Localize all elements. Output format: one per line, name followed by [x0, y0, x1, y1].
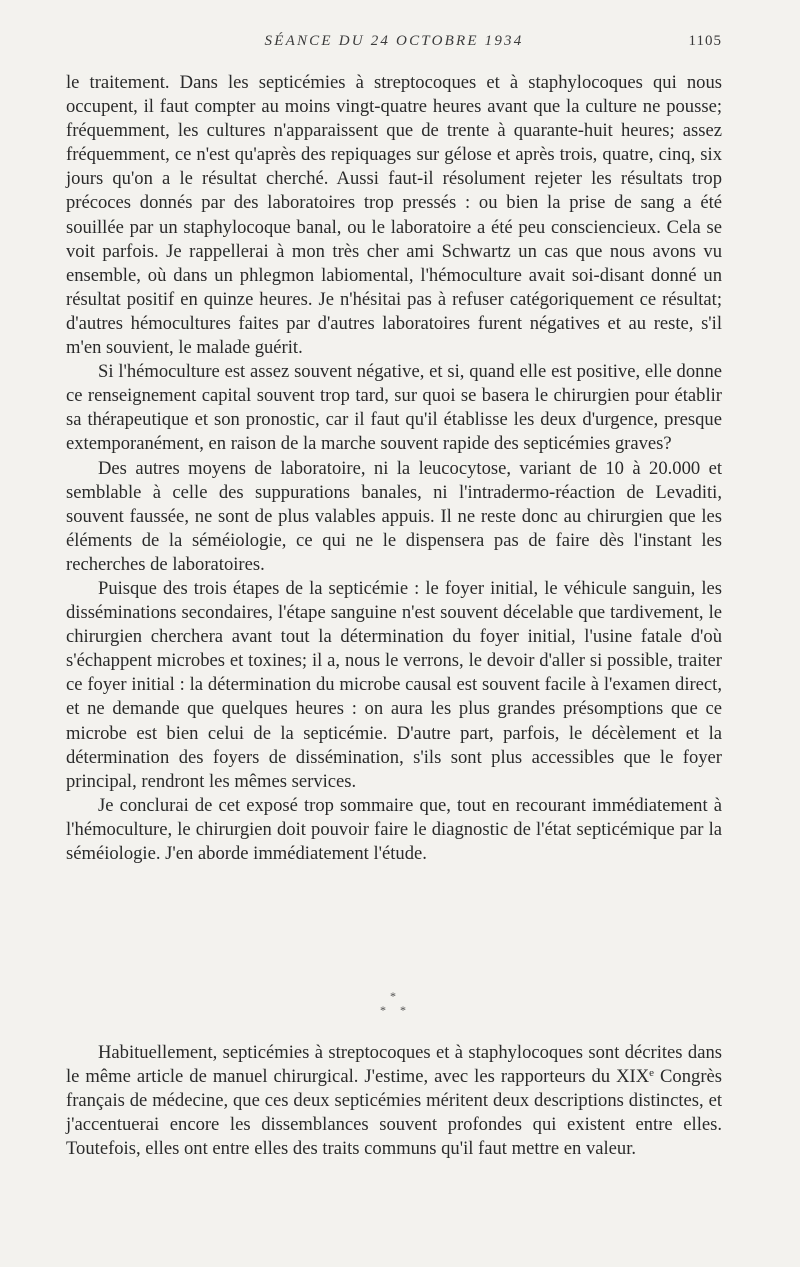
page-number: 1105 [688, 33, 722, 49]
section-separator [360, 990, 440, 1020]
paragraph-6-part-1: Habituellement, septicémies à streptocoques et à staphylocoques sont décrites dans le même article de manuel chirurgical. J'estime, avec les rapporteurs du XIX [66, 1042, 722, 1088]
paragraph-4: Puisque des trois étapes de la septicémie : le foyer initial, le véhicule sanguin, les disséminations secondaires, l'étape sanguine n'est souvent décelable que tardivement, le chirurgien cherchera avant tout la détermination du foyer initial, l'usine fatale d'où s'échappent microbes et toxines; il a, nous le verrons, le devoir d'aller si possible, traiter ce foyer initial : la détermination du microbe causal est souvent facile à l'examen direct, et ne demande que quelques heures : on aura les plus grandes présomptions que ce microbe est bien celui de la septicémie. D'autre part, parfois, le décèlement et la détermination des foyers de dissémination, s'ils sont plus accessibles que le foyer principal, rendront les mêmes services. [66, 577, 722, 792]
running-title: SÉANCE DU 24 OCTOBRE 1934 [264, 33, 524, 49]
asterisk: * [390, 989, 396, 1003]
body-text [66, 71, 722, 866]
paragraph-6 [66, 1041, 722, 1161]
paragraph-6-part-2: Congrès français de médecine, que ces deux septicémies méritent deux descriptions distinctes, et j'accentuerai encore les dissemblances souvent profondes qui existent entre elles. Toutefois, elles ont entre elles des traits communs qu'il faut mettre en valeur. [66, 1066, 722, 1160]
running-header [66, 33, 722, 55]
asterisk: * [380, 1003, 386, 1017]
asterisk: * [400, 1003, 406, 1017]
superscript: e [649, 1067, 655, 1080]
paragraph-5: Je conclurai de cet exposé trop sommaire que, tout en recourant immédiatement à l'hémoculture, le chirurgien doit pouvoir faire le diagnostic de l'état septicémique par la séméiologie. J'en aborde immédiatement l'étude. [66, 794, 722, 864]
body-text-section-2 [66, 1041, 722, 1161]
paragraph-2: Si l'hémoculture est assez souvent négative, et si, quand elle est positive, elle donne ce renseignement capital souvent trop tard, sur quoi se basera le chirurgien pour établir sa thérapeutique et son pronostic, car il faut qu'il établisse les deux d'urgence, presque extemporanément, en raison de la marche souvent rapide des septicémies graves? [66, 361, 722, 455]
paragraph-1: le traitement. Dans les septicémies à streptocoques et à staphylocoques qui nous occupent, il faut compter au moins vingt-quatre heures avant que la culture ne pousse; fréquemment, les cultures n'apparaissent que de trente à quarante-huit heures; assez fréquemment, ce n'est qu'après des repiquages sur gélose et après trois, quatre, cinq, six jours qu'on a le résultat cherché. Aussi faut-il résolument rejeter les résultats trop précoces donnés par des laboratoires trop pressés : ou bien la prise de sang a été souillée par un staphylocoque banal, ou le laboratoire a été peu consciencieux. Cela se voit parfois. Je rappellerai à mon très cher ami Schwartz un cas que nous avons vu ensemble, où dans un phlegmon labiomental, l'hémoculture avait soi-disant donné un résultat positif en quinze heures. Je n'hésitai pas à refuser catégoriquement ce résultat; d'autres hémocultures faites par d'autres laboratoires furent négatives et au reste, s'il m'en souvient, le malade guérit. [66, 72, 722, 359]
paragraph-3: Des autres moyens de laboratoire, ni la leucocytose, variant de 10 à 20.000 et semblable à celle des suppurations banales, ni l'intradermo-réaction de Levaditi, souvent faussée, ne sont de plus valables appuis. Il ne reste donc au chirurgien que les éléments de la séméiologie, ce qui ne le dispensera pas de faire dès l'instant les recherches de laboratoires. [66, 457, 722, 575]
